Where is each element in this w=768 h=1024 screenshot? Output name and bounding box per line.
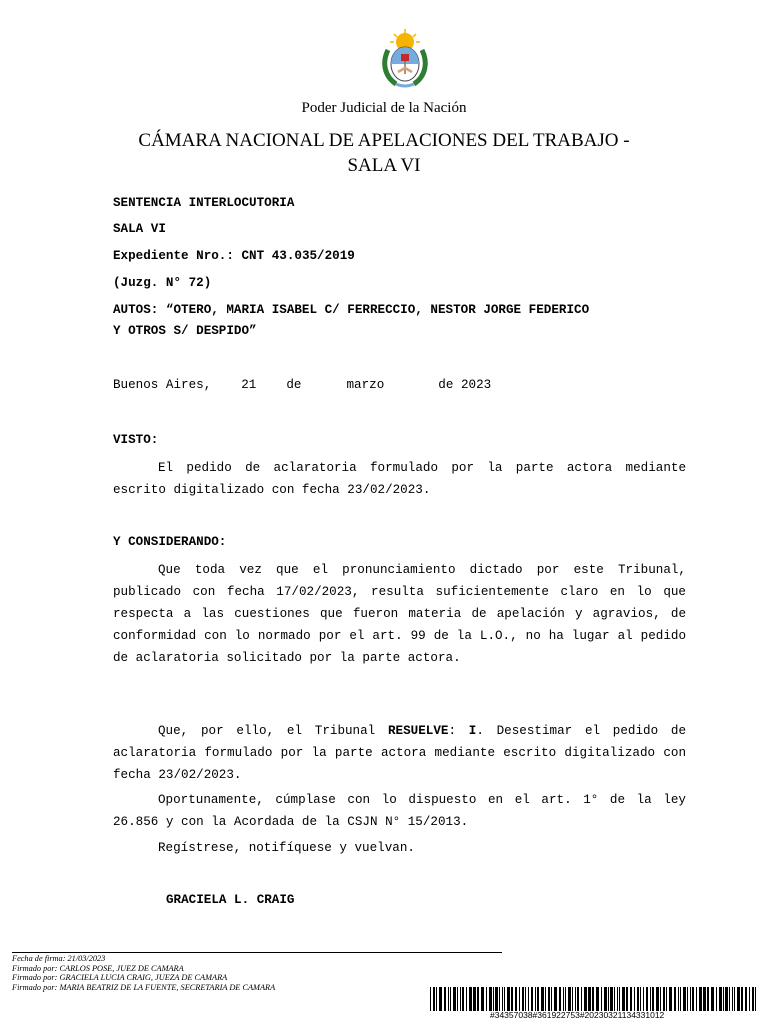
signature-divider [12,952,502,953]
signer-name: GRACIELA L. CRAIG [166,893,295,907]
resuelve-colon: : [448,724,457,738]
date-day: 21 [241,378,257,392]
resuelve-label: RESUELVE [387,724,449,738]
expediente-line [113,249,355,263]
barcode-number: #34357038#361922753#20230321134331012 [490,1010,665,1020]
chamber-title-line2: SALA VI [347,155,421,176]
visto-paragraph: El pedido de aclaratoria formulado por la parte actora mediante escrito digitalizado con fecha 23/02/2023. [113,461,686,497]
date-de-1: de [286,378,302,392]
chamber-title [0,128,768,178]
resolution-numeral: I [468,724,477,738]
date-de-2: de [438,378,454,392]
signed-by-3: Firmado por: MARIA BEATRIZ DE LA FUENTE, SECRETARIA DE CAMARA [12,982,276,992]
signed-by-1: Firmado por: CARLOS POSE, JUEZ DE CAMARA [12,963,184,973]
resolution-paragraph-3: Regístrese, notifíquese y vuelvan. [158,841,415,855]
autos-line-2: Y OTROS S/ DESPIDO” [113,324,257,338]
expediente-label: Expediente Nro.: [113,249,234,263]
date-year: 2023 [460,378,492,392]
resolution-body: . Desestimar el pedido de aclaratoria formulado por la parte actora mediante escrito digitalizado con fecha 23/02/2023. [113,724,687,782]
chamber-title-line1: CÁMARA NACIONAL DE APELACIONES DEL TRABAJO - [138,130,630,151]
resolution-paragraph-2: Oportunamente, cúmplase con lo dispuesto en el art. 1° de la ley 26.856 y con la Acordada de la CSJN N° 15/2013. [113,793,686,829]
document-type: SENTENCIA INTERLOCUTORIA [113,196,295,210]
resolution-paragraph [113,720,686,786]
visto-heading: VISTO: [113,433,159,447]
resolution-prefix: Que, por ello, el Tribunal [158,724,376,738]
autos-line-1: AUTOS: “OTERO, MARIA ISABEL C/ FERRECCIO, NESTOR JORGE FEDERICO [113,303,590,317]
considerando-heading: Y CONSIDERANDO: [113,535,227,549]
date-city: Buenos Aires, [113,378,212,392]
sala-label: SALA VI [113,222,166,236]
court-name: Poder Judicial de la Nación [301,100,467,116]
date-month: marzo [346,378,385,392]
considerando-paragraph: Que toda vez que el pronunciamiento dictado por este Tribunal, publicado con fecha 17/02/2023, resulta suficientemente claro en lo que respecta a las cuestiones que fueron materia de apelación y agravios, de conformidad con lo normado por el art. 99 de la L.O., no ha lugar al pedido de aclaratoria solicitado por la parte actora. [113,563,686,665]
signature-date: Fecha de firma: 21/03/2023 [12,954,106,963]
barcode [430,987,756,1011]
signed-by-2: Firmado por: GRACIELA LUCIA CRAIG, JUEZA DE CAMARA [12,973,228,983]
date-line [113,378,491,392]
juzgado-label: (Juzg. N° 72) [113,276,212,290]
expediente-number: CNT 43.035/2019 [241,249,355,263]
coat-of-arms-seal [380,28,430,90]
